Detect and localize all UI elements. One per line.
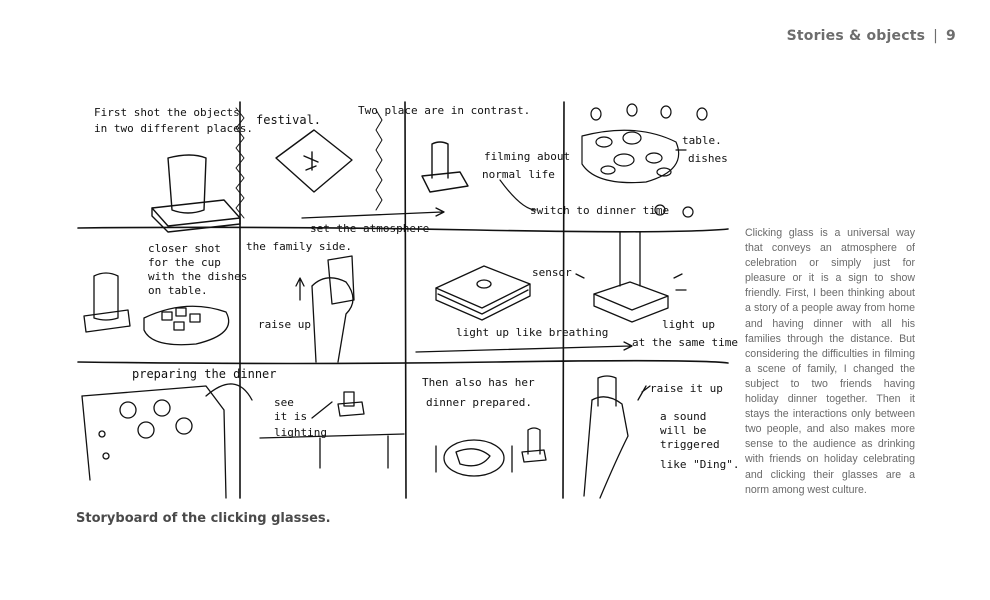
panel-1 (94, 106, 253, 232)
panel-1-note-1: First shot the objects (94, 106, 240, 119)
panel-2 (256, 113, 352, 192)
header-separator: | (933, 28, 939, 44)
panel-6 (246, 240, 354, 362)
panel-4-note-2: dishes (688, 152, 728, 165)
page-header (787, 28, 956, 44)
panel-10-note-3: lighting (274, 426, 327, 439)
panel-7-note-2: light up like breathing (456, 326, 609, 339)
page-number: 9 (946, 28, 956, 44)
panel-11-note-2: dinner prepared. (426, 396, 532, 409)
panel-6-raising-hand (296, 256, 354, 362)
storyboard-grid (78, 102, 728, 498)
panel-5-note-2: for the cup (148, 256, 221, 269)
panel-2-festival-card (276, 130, 352, 192)
panel-1-glass-on-block (152, 155, 240, 232)
panel-1-note-2: in two different places. (94, 122, 253, 135)
panel-12-note-4: triggered (660, 438, 720, 451)
panel-9-note: preparing the dinner (132, 367, 277, 381)
storyboard-drawing (76, 100, 740, 498)
panel-6-note-2: raise up (258, 318, 311, 331)
panel-8-lit-glass (576, 232, 686, 322)
panel-5-note-4: on table. (148, 284, 208, 297)
panel-4-note-1: table. (682, 134, 722, 147)
panel-5 (84, 242, 247, 345)
panel-8-note-2: at the same time (632, 336, 738, 349)
panel-12-note-1: raise it up (650, 382, 723, 395)
panel-12 (584, 376, 739, 498)
row-1-arrow-label-b: switch to dinner time (530, 204, 670, 217)
panel-4 (582, 104, 728, 217)
panel-3 (358, 104, 570, 192)
panel-6-note-1: the family side. (246, 240, 352, 253)
panel-5-note-1: closer shot (148, 242, 221, 255)
panel-5-note-3: with the dishes (148, 270, 248, 283)
panel-10 (260, 392, 404, 468)
panel-12-raised-glass (584, 376, 650, 498)
panel-12-note-3: will be (660, 424, 707, 437)
row-2-arrow (416, 342, 632, 352)
panel-3-note-1: Two place are in contrast. (358, 104, 531, 117)
figure-caption: Storyboard of the clicking glasses. (76, 511, 331, 526)
panel-11 (422, 376, 546, 476)
panel-3-note-3: normal life (482, 168, 555, 181)
row-1-arrow-label-a: set the atmosphere (310, 222, 430, 235)
panel-2-note: festival. (256, 113, 322, 127)
panel-3-glass-on-block (422, 142, 468, 192)
storyboard-sketch (76, 100, 740, 498)
panel-10-note-2: it is (274, 410, 308, 423)
row-1-arrows (302, 180, 669, 235)
panel-11-note-1: Then also has her (422, 376, 535, 389)
panel-12-note-5: like "Ding". (660, 458, 740, 471)
section-title: Stories & objects (786, 28, 926, 44)
panel-7-note-1: sensor (532, 266, 572, 279)
panel-7-sensor-block (436, 266, 530, 320)
panel-12-note-2: a sound (660, 410, 707, 423)
panel-9 (82, 367, 277, 498)
panel-10-note-1: see (274, 396, 294, 409)
body-paragraph: Clicking glass is a universal way that conveys an atmosphere of celebration or simply just for pleasure or it is a sign to show friendly. First, I been thinking about a story of a people away from home and having dinner with all his families through the distance. But considering the difficulties in filming a scene of family, I changed the subject to two friends having holiday dinner together. Then it stays the interactions only between two people, and also makes more sense to the audience as drinking with friends on holiday celebrating and clicking their glasses are a norm among west culture. (745, 227, 915, 496)
panel-8-note-1: light up (662, 318, 715, 331)
panel-11-dinner-plate (436, 428, 546, 476)
row-1-arrow-a (302, 208, 444, 218)
panel-9-stove (82, 384, 252, 498)
panel-3-note-2: filming about (484, 150, 571, 163)
